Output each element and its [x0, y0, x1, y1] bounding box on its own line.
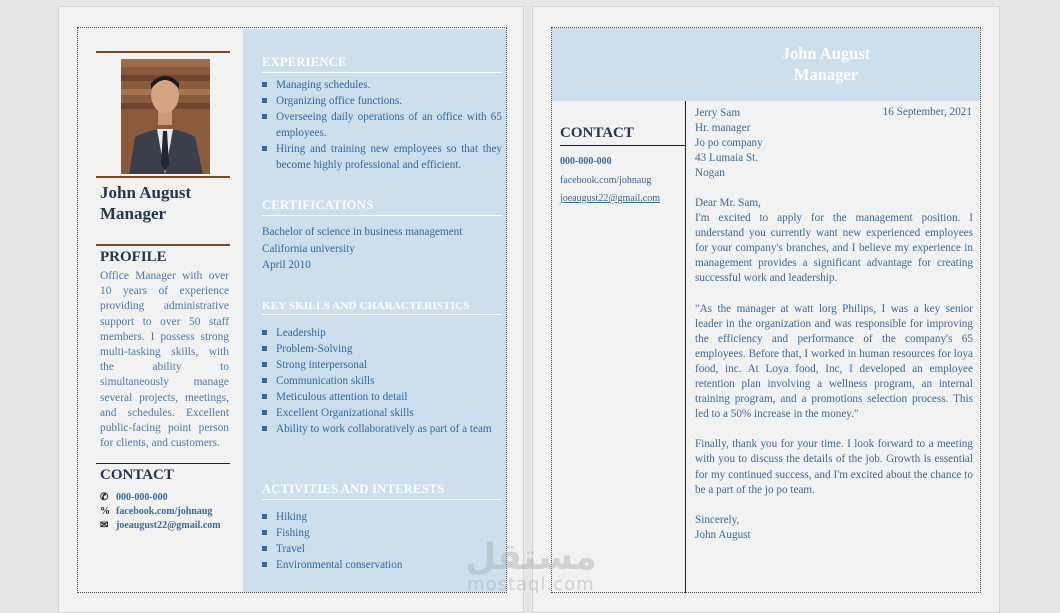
- resume-email-value[interactable]: joeaugust22@gmail.com: [116, 520, 221, 531]
- resume-title: Manager: [100, 204, 167, 223]
- resume-email[interactable]: [100, 520, 221, 531]
- certification-line: Bachelor of science in business management: [262, 226, 463, 238]
- link-icon: %: [100, 506, 110, 517]
- cover-contact-rule: [560, 145, 685, 146]
- list-item: Hiring and training new employees so that they become highly professional and efficient.: [262, 141, 502, 173]
- certifications-heading: CERTIFICATIONS: [262, 198, 502, 216]
- skills-list: [262, 325, 502, 437]
- profile-text: Office Manager with over 10 years of experience providing administrative support to over 50 staff members. I possess strong multi-tasking skills, with the ability to simultaneously manage several projects, meetings, and schedules. Excellent public-facing point person for clients, and customers.: [100, 270, 229, 450]
- closing: Sincerely,: [695, 513, 740, 526]
- envelope-icon: ✉: [100, 520, 109, 531]
- list-item: Fishing: [262, 525, 502, 541]
- phone-icon: ✆: [100, 492, 109, 503]
- list-item: Strong interpersonal: [262, 357, 502, 373]
- list-item: Environmental conservation: [262, 557, 502, 573]
- certification-line: April 2010: [262, 259, 311, 271]
- recipient-line: 43 Lumaia St.: [695, 152, 759, 165]
- recipient-line: Jerry Sam: [695, 107, 741, 119]
- list-item: Excellent Organizational skills: [262, 405, 502, 421]
- cover-facebook[interactable]: facebook.com/johnaug: [560, 175, 652, 186]
- cover-title: Manager: [793, 65, 859, 84]
- signature: John August: [695, 528, 751, 541]
- list-item: Leadership: [262, 325, 502, 341]
- salutation: Dear Mr. Sam,: [695, 197, 761, 209]
- resume-phone: [100, 492, 168, 503]
- cover-letter-border: [551, 27, 981, 593]
- list-item: Communication skills: [262, 373, 502, 389]
- resume-facebook[interactable]: [100, 506, 212, 517]
- list-item: Organizing office functions.: [262, 93, 502, 109]
- cover-letter-page: [532, 6, 1000, 613]
- cover-letter-header: [552, 28, 980, 101]
- list-item: Meticulous attention to detail: [262, 389, 502, 405]
- profile-rule: [96, 244, 230, 246]
- resume-facebook-value[interactable]: facebook.com/johnaug: [116, 506, 213, 517]
- skills-heading: KEY SKILLS AND CHARACTERISTICS: [262, 300, 502, 315]
- resume-name: John August: [100, 183, 192, 202]
- resume-contact-heading: CONTACT: [100, 467, 174, 483]
- recipient-line: Hr. manager: [695, 122, 751, 135]
- paragraph: "As the manager at watt lorg Philips, I was a key senior leader in the organization and was responsible for improving the efficiency and performance of the company's 65 employees. Before that, I worked in human resources for loya food, inc. At Loya food, Inc, I developed an employee retention plan involving a wellness program, an internal training program, and a promotions selection process. This led to a 50% increase in the money.": [695, 302, 973, 421]
- experience-list: [262, 77, 502, 173]
- watermark-logo: [465, 537, 597, 595]
- resume-page: [58, 6, 524, 613]
- photo-bottom-rule: [96, 176, 230, 178]
- cover-email[interactable]: joeaugust22@gmail.com: [560, 193, 661, 204]
- list-item: Managing schedules.: [262, 77, 502, 93]
- activities-heading: ACTIVITIES AND INTERESTS: [262, 482, 502, 500]
- list-item: Hiking: [262, 509, 502, 525]
- paragraph: I'm excited to apply for the management position. I understand you currently want new experienced employees for your company's branches, and I believe my experience in management provides a significant advantage for creating successful work and leadership.: [695, 212, 973, 285]
- list-item: Ability to work collaboratively as part of a team: [262, 421, 502, 437]
- cover-phone: 000-000-000: [560, 156, 612, 167]
- certifications-block: [262, 224, 502, 274]
- resume-border: [77, 27, 507, 593]
- resume-name-block: [100, 182, 191, 224]
- experience-heading: EXPERIENCE: [262, 55, 502, 73]
- recipient-block: [695, 106, 973, 181]
- certification-line: California university: [262, 242, 355, 255]
- column-divider: [685, 101, 686, 593]
- paragraph: Finally, thank you for your time. I look forward to a meeting with you to discuss the details of the job. Growth is essential for my continued success, and I'm excited about the chance to be a part of the jo po team.: [695, 438, 973, 496]
- photo-top-rule: [96, 51, 230, 53]
- recipient-line: Jo po company: [695, 137, 763, 150]
- profile-heading: PROFILE: [100, 249, 167, 265]
- watermark-latin: mostaql.com: [467, 574, 595, 595]
- cover-name: John August: [781, 44, 871, 63]
- list-item: Travel: [262, 541, 502, 557]
- list-item: Overseeing daily operations of an office with 65 employees.: [262, 109, 502, 141]
- cover-contact-heading: CONTACT: [560, 125, 634, 141]
- letter-body: [695, 196, 973, 543]
- list-item: Problem-Solving: [262, 341, 502, 357]
- contact-rule: [96, 463, 230, 464]
- resume-phone-value: 000-000-000: [116, 492, 168, 503]
- letter-date: 16 September, 2021: [882, 106, 972, 118]
- profile-photo: [121, 59, 210, 174]
- watermark-arabic: مستقل: [465, 537, 597, 578]
- recipient-line: Nogan: [695, 167, 725, 180]
